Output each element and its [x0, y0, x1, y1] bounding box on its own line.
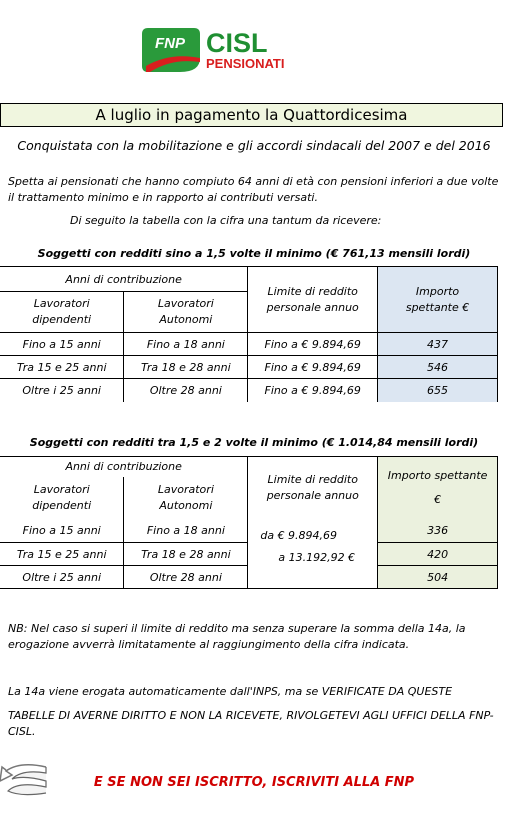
table1-cell-aut: Tra 18 e 28 anni — [124, 356, 248, 379]
table2-cell-dip: Tra 15 e 25 anni — [0, 543, 124, 566]
intro-paragraph: Spetta ai pensionati che hanno compiuto 64 anni di età con pensioni inferiori a due volte il trattamento minimo e in rapporto ai contributi versati. — [8, 175, 499, 204]
table2-amount-unit: € — [434, 492, 442, 506]
note-nb: NB: Nel caso si superi il limite di reddito ma senza superare la somma della 14a, la erogazione avverrà limitatamente al raggiungimento della cifra indicata. — [8, 622, 466, 651]
table1-heading: Soggetti con redditi sino a 1,5 volte il minimo (€ 761,13 mensili lordi) — [37, 247, 471, 260]
table2-limit-header: Limite di reddito personale annuo — [248, 457, 378, 519]
table1-cell-aut: Oltre 28 anni — [124, 379, 248, 402]
table1-cell-imp: 437 — [378, 333, 498, 356]
table1-cell-lim: Fino a € 9.894,69 — [248, 356, 378, 379]
table-row — [0, 379, 498, 402]
join-call-to-action: E SE NON SEI ISCRITTO, ISCRIVITI ALLA FNP — [93, 775, 415, 790]
table-row — [0, 356, 498, 379]
table2-cell-aut: Oltre 28 anni — [124, 566, 248, 589]
note-automatic-line1: La 14a viene erogata automaticamente dall'INPS, ma se VERIFICATE DA QUESTE — [8, 685, 453, 698]
logo-sub: PENSIONATI — [206, 56, 285, 71]
logo-name: CISL — [206, 28, 268, 58]
table2-limit-to: a 13.192,92 € — [278, 550, 356, 564]
table2-cell-dip: Oltre i 25 anni — [0, 566, 124, 589]
page-title: A luglio in pagamento la Quattordicesima — [0, 103, 503, 127]
table2-limit-from: da € 9.894,69 — [260, 528, 338, 542]
table2-amount-header — [378, 457, 498, 519]
table1-cell-imp: 655 — [378, 379, 498, 402]
table1-cell-imp: 546 — [378, 356, 498, 379]
table1-cell-lim: Fino a € 9.894,69 — [248, 333, 378, 356]
table2-employee-header: Lavoratori dipendenti — [0, 477, 124, 519]
page-subtitle: Conquistata con la mobilitazione e gli accordi sindacali del 2007 e del 2016 — [17, 138, 491, 153]
income-table-1 — [0, 266, 498, 402]
intro-table-note: Di seguito la tabella con la cifra una tantum da ricevere: — [70, 214, 382, 227]
table2-heading: Soggetti con redditi tra 1,5 e 2 volte il minimo (€ 1.014,84 mensili lordi) — [29, 436, 479, 449]
table1-cell-dip: Fino a 15 anni — [0, 333, 124, 356]
table1-limit-header: Limite di reddito personale annuo — [248, 267, 378, 333]
table-row — [0, 519, 498, 543]
fnp-cisl-logo — [140, 28, 290, 72]
table2-limit-cell — [248, 519, 378, 589]
table-row — [0, 333, 498, 356]
table1-group-header: Anni di contribuzione — [0, 267, 248, 292]
logo-badge-text: FNP — [155, 35, 185, 52]
table2-cell-aut: Tra 18 e 28 anni — [124, 543, 248, 566]
table2-selfemployed-header: Lavoratori Autonomi — [124, 477, 248, 519]
table2-group-header: Anni di contribuzione — [0, 457, 248, 477]
note-automatic-line2: TABELLE DI AVERNE DIRITTO E NON LA RICEVETE, RIVOLGETEVI AGLI UFFICI DELLA FNP-CISL. — [8, 709, 494, 738]
table2-amount-label: Importo spettante — [387, 468, 488, 482]
table2-cell-imp: 336 — [378, 519, 498, 543]
table1-cell-lim: Fino a € 9.894,69 — [248, 379, 378, 402]
table1-cell-dip: Oltre i 25 anni — [0, 379, 124, 402]
table1-amount-header: Importo spettante € — [378, 267, 498, 333]
income-table-2 — [0, 456, 498, 589]
table2-cell-imp: 420 — [378, 543, 498, 566]
note-automatic — [8, 684, 498, 740]
table2-cell-imp: 504 — [378, 566, 498, 589]
table1-selfemployed-header: Lavoratori Autonomi — [124, 292, 248, 333]
table2-cell-dip: Fino a 15 anni — [0, 519, 124, 543]
table1-cell-aut: Fino a 18 anni — [124, 333, 248, 356]
table1-employee-header: Lavoratori dipendenti — [0, 292, 124, 333]
table2-cell-aut: Fino a 18 anni — [124, 519, 248, 543]
table1-cell-dip: Tra 15 e 25 anni — [0, 356, 124, 379]
